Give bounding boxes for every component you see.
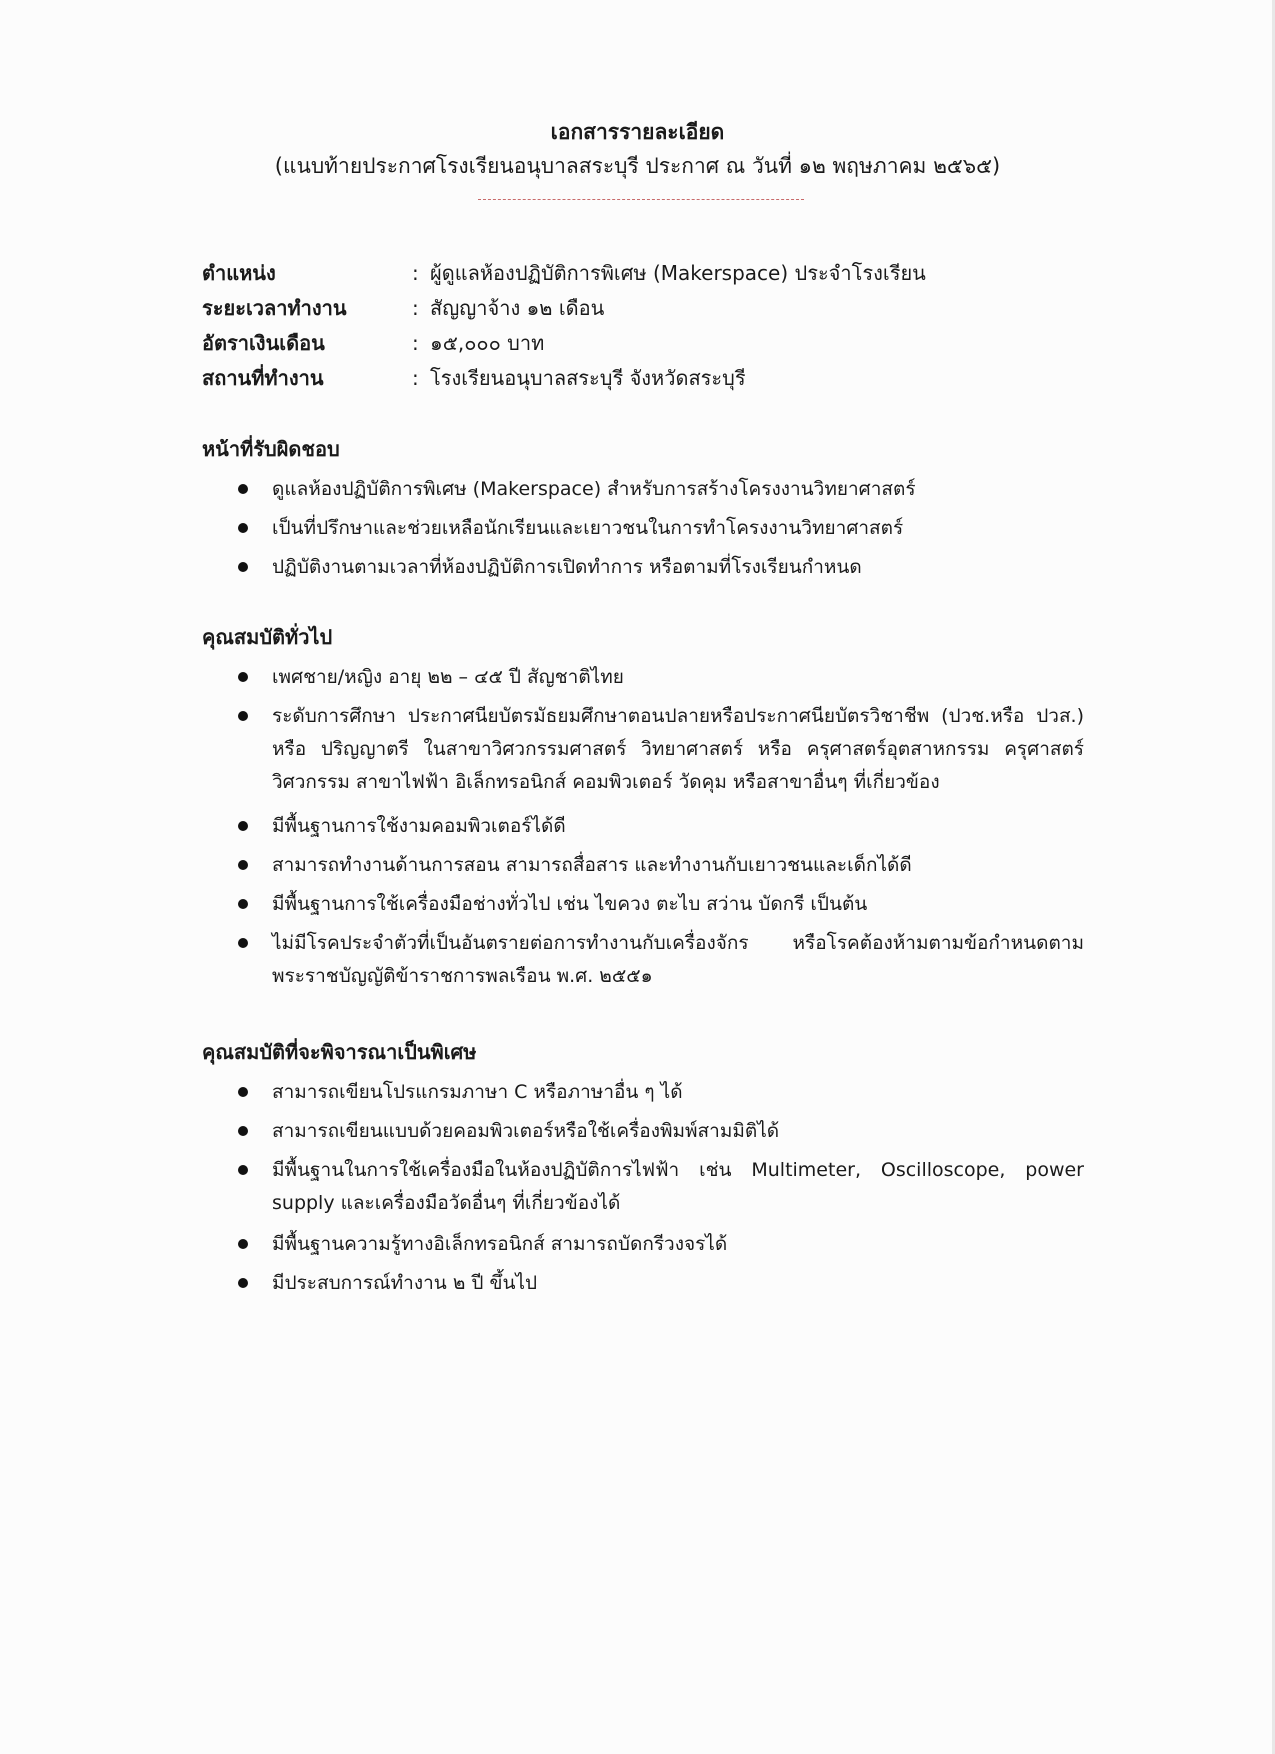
- info-colon: :: [412, 296, 419, 320]
- bullet-icon: [238, 849, 260, 881]
- info-label: สถานที่ทำงาน: [202, 366, 324, 390]
- info-row-salary: [202, 326, 1102, 360]
- list-item: มีพื้นฐานในการใช้เครื่องมือในห้องปฏิบัติการไฟฟ้า เช่น Multimeter, Oscilloscope, power supply และเครื่องมือวัดอื่นๆ ที่เกี่ยวข้องได้: [272, 1159, 1084, 1214]
- info-colon: :: [412, 331, 419, 355]
- bullet-icon: [238, 1115, 260, 1147]
- bullet-icon: [238, 1267, 260, 1299]
- list-item: มีประสบการณ์ทำงาน ๒ ปี ขึ้นไป: [272, 1272, 538, 1294]
- info-row-workplace: [202, 361, 1102, 395]
- info-label: ตำแหน่ง: [202, 261, 276, 285]
- bullet-icon: [238, 1228, 260, 1260]
- bullet-icon: [238, 551, 260, 583]
- document-subtitle: (แนบท้ายประกาศโรงเรียนอนุบาลสระบุรี ประกาศ ณ วันที่ ๑๒ พฤษภาคม ๒๕๖๕): [274, 154, 1001, 178]
- list-item: เป็นที่ปรึกษาและช่วยเหลือนักเรียนและเยาวชนในการทำโครงงานวิทยาศาสตร์: [272, 517, 904, 539]
- list-item: สามารถเขียนแบบด้วยคอมพิวเตอร์หรือใช้เครื่องพิมพ์สามมิติได้: [272, 1120, 780, 1142]
- bullet-icon: [238, 1154, 260, 1186]
- info-colon: :: [412, 366, 419, 390]
- section-heading-general-qualifications: คุณสมบัติทั่วไป: [202, 625, 333, 649]
- section-heading-special-qualifications: คุณสมบัติที่จะพิจารณาเป็นพิเศษ: [202, 1040, 477, 1064]
- bullet-icon: [238, 810, 260, 842]
- list-item: สามารถทำงานด้านการสอน สามารถสื่อสาร และทำงานกับเยาวชนและเด็กได้ดี: [272, 854, 912, 876]
- bullet-icon: [238, 927, 260, 959]
- info-label: อัตราเงินเดือน: [202, 331, 325, 355]
- list-item: ปฏิบัติงานตามเวลาที่ห้องปฏิบัติการเปิดทำการ หรือตามที่โรงเรียนกำหนด: [272, 556, 862, 578]
- list-item: ดูแลห้องปฏิบัติการพิเศษ (Makerspace) สำหรับการสร้างโครงงานวิทยาศาสตร์: [272, 478, 916, 500]
- info-colon: :: [412, 261, 419, 285]
- info-value: ผู้ดูแลห้องปฏิบัติการพิเศษ (Makerspace) ประจำโรงเรียน: [430, 261, 926, 285]
- list-item: ระดับการศึกษา ประกาศนียบัตรมัธยมศึกษาตอนปลายหรือประกาศนียบัตรวิชาชีพ (ปวช.หรือ ปวส.) หรือ ปริญญาตรี ในสาขาวิศวกรรมศาสตร์ วิทยาศาสตร์ หรือ ครุศาสตร์อุตสาหกรรม ครุศาสตร์วิศวกรรม สาขาไฟฟ้า อิเล็กทรอนิกส์ คอมพิวเตอร์ วัดคุม หรือสาขาอื่นๆ ที่เกี่ยวข้อง: [272, 705, 1084, 793]
- info-value: ๑๕,๐๐๐ บาท: [430, 331, 545, 355]
- document-title: เอกสารรายละเอียด: [550, 120, 725, 144]
- info-label: ระยะเวลาทำงาน: [202, 296, 347, 320]
- list-item: เพศชาย/หญิง อายุ ๒๒ – ๔๕ ปี สัญชาติไทย: [272, 666, 624, 688]
- info-row-duration: [202, 291, 1102, 325]
- info-value: โรงเรียนอนุบาลสระบุรี จังหวัดสระบุรี: [430, 366, 746, 390]
- title-divider: [478, 199, 804, 200]
- list-item: ไม่มีโรคประจำตัวที่เป็นอันตรายต่อการทำงานกับเครื่องจักร หรือโรคต้องห้ามตามข้อกำหนดตาม พระราชบัญญัติข้าราชการพลเรือน พ.ศ. ๒๕๕๑: [272, 932, 1084, 987]
- list-item: มีพื้นฐานความรู้ทางอิเล็กทรอนิกส์ สามารถบัดกรีวงจรได้: [272, 1233, 728, 1255]
- bullet-icon: [238, 888, 260, 920]
- bullet-icon: [238, 661, 260, 693]
- bullet-icon: [238, 1076, 260, 1108]
- list-item: สามารถเขียนโปรแกรมภาษา C หรือภาษาอื่น ๆ ได้: [272, 1081, 683, 1103]
- info-row-position: [202, 256, 1102, 290]
- list-item: มีพื้นฐานการใช้เครื่องมือช่างทั่วไป เช่น ไขควง ตะไบ สว่าน บัดกรี เป็นต้น: [272, 893, 868, 915]
- bullet-icon: [238, 700, 260, 732]
- list-item: มีพื้นฐานการใช้งามคอมพิวเตอร์ได้ดี: [272, 815, 566, 837]
- bullet-icon: [238, 473, 260, 505]
- bullet-icon: [238, 512, 260, 544]
- info-value: สัญญาจ้าง ๑๒ เดือน: [430, 296, 605, 320]
- section-heading-responsibilities: หน้าที่รับผิดชอบ: [202, 437, 340, 461]
